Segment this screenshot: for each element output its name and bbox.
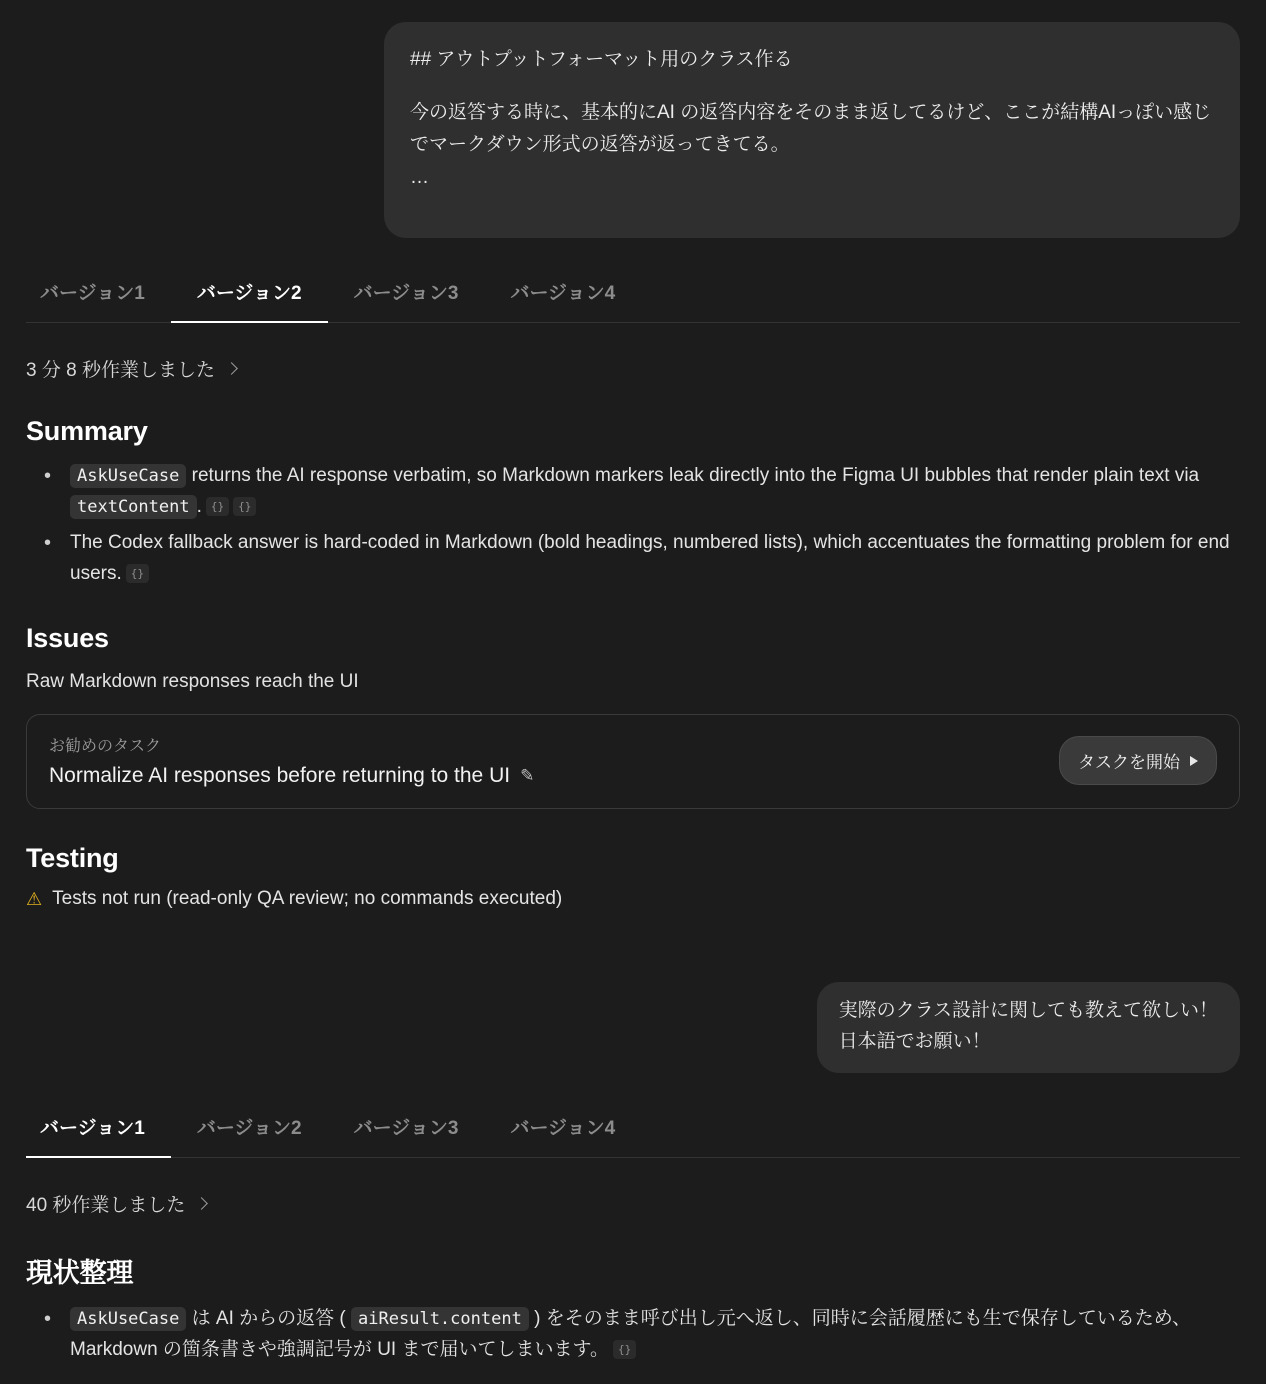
tab2-version-3[interactable]: バージョン3 xyxy=(353,1118,459,1140)
testing-status-row xyxy=(26,888,1240,910)
genjo-seiri-heading: 現状整理 xyxy=(26,1258,134,1289)
tab-version-4[interactable]: バージョン4 xyxy=(510,283,616,305)
warning-icon: ⚠ xyxy=(26,888,43,909)
recommended-task-card xyxy=(26,714,1240,809)
user-message-2-line2: 日本語でお願い！ xyxy=(838,1030,991,1052)
summary-heading: Summary xyxy=(26,416,148,447)
genjo-seiri-list xyxy=(26,1304,1240,1365)
citation-chip[interactable]: {} xyxy=(613,1340,636,1360)
task-card-title: Normalize AI responses before returning to the UI xyxy=(49,764,511,788)
user-message-bubble-2 xyxy=(817,982,1240,1073)
testing-heading: Testing xyxy=(26,843,119,874)
tab2-version-2[interactable]: バージョン2 xyxy=(196,1118,302,1140)
worktime-label: 3 分 8 秒作業しました xyxy=(26,360,215,382)
chevron-right-icon xyxy=(225,362,238,375)
summary-item-text-a: returns the AI response verbatim, so Markdown markers leak directly into the Figma UI bubbles that render plain text via xyxy=(186,465,1200,487)
list-item xyxy=(70,1304,1240,1365)
code-askusecase-2: AskUseCase xyxy=(70,1307,186,1331)
testing-status-text: Tests not run (read-only QA review; no commands executed) xyxy=(52,888,563,910)
task-card-title-row xyxy=(49,764,534,788)
summary-item-text: The Codex fallback answer is hard-coded in Markdown (bold headings, numbered lists), which accentuates the formatting problem for end users. xyxy=(70,532,1230,584)
user-message-bubble xyxy=(384,22,1240,238)
tab2-version-4[interactable]: バージョン4 xyxy=(510,1118,616,1140)
citation-chip[interactable]: {} xyxy=(206,497,229,517)
start-task-label: タスクを開始 xyxy=(1078,753,1180,773)
user-message-body: 今の返答する時に、基本的にAI の返答内容をそのまま返してるけど、ここが結構AIっぽい感じでマークダウン形式の返答が返ってきてる。 xyxy=(410,102,1212,155)
user-message-row-2 xyxy=(26,982,1240,1073)
genjo-text-a: は AI からの返答 ( xyxy=(186,1308,352,1330)
tab-version-3[interactable]: バージョン3 xyxy=(353,283,459,305)
chevron-right-icon xyxy=(196,1197,209,1210)
worktime-label-2: 40 秒作業しました xyxy=(26,1195,186,1217)
genjo-text-b: ) をそのまま呼び出し元へ返し、同時に会話履歴にも生で保存しているため、Markdown の箇条書きや強調記号が UI まで届いてしまいます。 xyxy=(70,1308,1191,1360)
worktime-toggle-response-2[interactable] xyxy=(26,1190,1240,1217)
user-message-2-line1: 実際のクラス設計に関しても教えて欲しい！ xyxy=(838,1000,1218,1022)
citation-chip[interactable]: {} xyxy=(233,497,256,517)
worktime-toggle-response-1[interactable] xyxy=(26,355,1240,382)
issues-text: Raw Markdown responses reach the UI xyxy=(26,670,359,692)
list-item xyxy=(70,528,1240,589)
user-message-heading: ## アウトプットフォーマット用のクラス作る xyxy=(410,49,793,70)
list-item xyxy=(70,461,1240,522)
code-askusecase: AskUseCase xyxy=(70,464,186,488)
citation-chip[interactable]: {} xyxy=(126,564,149,584)
play-triangle-icon xyxy=(1190,756,1198,766)
version-tabs-response-2 xyxy=(26,1099,1240,1158)
summary-item-text-b: . xyxy=(196,495,202,517)
code-airesult-content: aiResult.content xyxy=(351,1307,529,1331)
user-message-row xyxy=(26,0,1240,238)
task-card-label: お勧めのタスク xyxy=(49,738,162,756)
version-tabs-response-1 xyxy=(26,264,1240,323)
tab-version-2[interactable]: バージョン2 xyxy=(171,264,328,323)
code-textcontent: textContent xyxy=(70,495,197,519)
issues-heading: Issues xyxy=(26,622,109,653)
start-task-button[interactable] xyxy=(1059,736,1217,785)
summary-list xyxy=(26,461,1240,589)
tab-version-1[interactable]: バージョン1 xyxy=(40,283,145,305)
pencil-edit-icon[interactable]: ✎ xyxy=(520,766,535,786)
task-card-body xyxy=(49,733,534,788)
tab2-version-1[interactable]: バージョン1 xyxy=(26,1099,171,1158)
user-message-truncation: … xyxy=(410,167,430,189)
